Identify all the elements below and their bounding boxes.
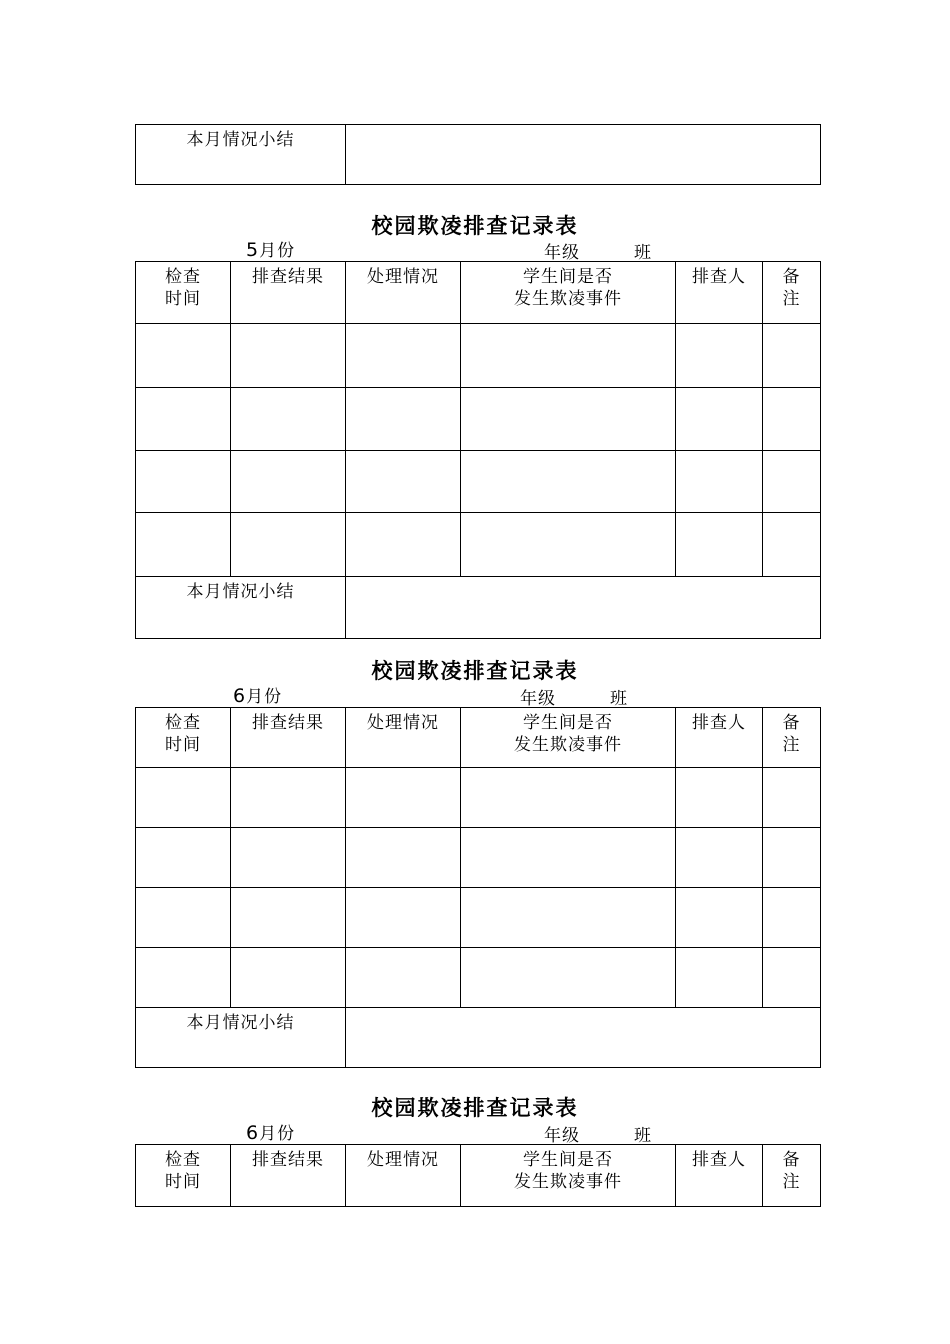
header-incident: 学生间是否 发生欺凌事件 (461, 708, 676, 768)
class-label-1: 班 (634, 243, 652, 263)
summary-content-cell[interactable] (346, 577, 821, 639)
header-checker: 排查人 (676, 708, 763, 768)
header-row (136, 262, 821, 324)
section-title-2: 校园欺凌排查记录表 (371, 658, 579, 683)
header-checker: 排查人 (676, 262, 763, 324)
table-row (136, 451, 821, 513)
header-remark: 备 注 (763, 708, 821, 768)
record-table-1 (135, 261, 821, 639)
header-checker: 排查人 (676, 1145, 763, 1207)
header-result: 排查结果 (231, 262, 346, 324)
header-remark: 备 注 (763, 1145, 821, 1207)
table-row (136, 388, 821, 451)
section-title-3: 校园欺凌排查记录表 (371, 1095, 579, 1120)
grade-label-1: 年级 (544, 243, 580, 263)
header-incident: 学生间是否 发生欺凌事件 (461, 1145, 676, 1207)
month-label-2: 6月份 (233, 685, 283, 707)
month-label-3: 6月份 (246, 1122, 296, 1144)
grade-label-2: 年级 (520, 689, 556, 709)
summary-row (136, 1008, 821, 1068)
header-handling: 处理情况 (346, 1145, 461, 1207)
summary-label-cell: 本月情况小结 (136, 577, 346, 639)
header-row (136, 708, 821, 768)
header-row (136, 1145, 821, 1207)
summary-content-cell[interactable] (346, 125, 821, 185)
section-title-1: 校园欺凌排查记录表 (371, 213, 579, 238)
header-time: 检查 时间 (136, 708, 231, 768)
header-handling: 处理情况 (346, 262, 461, 324)
table-row (136, 888, 821, 948)
table-row (136, 324, 821, 388)
class-label-3: 班 (634, 1126, 652, 1146)
summary-content-cell[interactable] (346, 1008, 821, 1068)
class-label-2: 班 (610, 689, 628, 709)
record-table-3 (135, 1144, 821, 1207)
header-result: 排查结果 (231, 708, 346, 768)
table-row (136, 828, 821, 888)
grade-label-3: 年级 (544, 1126, 580, 1146)
summary-label-cell: 本月情况小结 (136, 125, 346, 185)
record-table-2 (135, 707, 821, 1068)
summary-table-top (135, 124, 821, 185)
month-label-1: 5月份 (246, 239, 296, 261)
header-handling: 处理情况 (346, 708, 461, 768)
summary-label-cell: 本月情况小结 (136, 1008, 346, 1068)
header-incident: 学生间是否 发生欺凌事件 (461, 262, 676, 324)
header-remark: 备 注 (763, 262, 821, 324)
header-time: 检查 时间 (136, 1145, 231, 1207)
header-time: 检查 时间 (136, 262, 231, 324)
table-row (136, 948, 821, 1008)
summary-row (136, 577, 821, 639)
table-row (136, 768, 821, 828)
header-result: 排查结果 (231, 1145, 346, 1207)
table-row (136, 513, 821, 577)
